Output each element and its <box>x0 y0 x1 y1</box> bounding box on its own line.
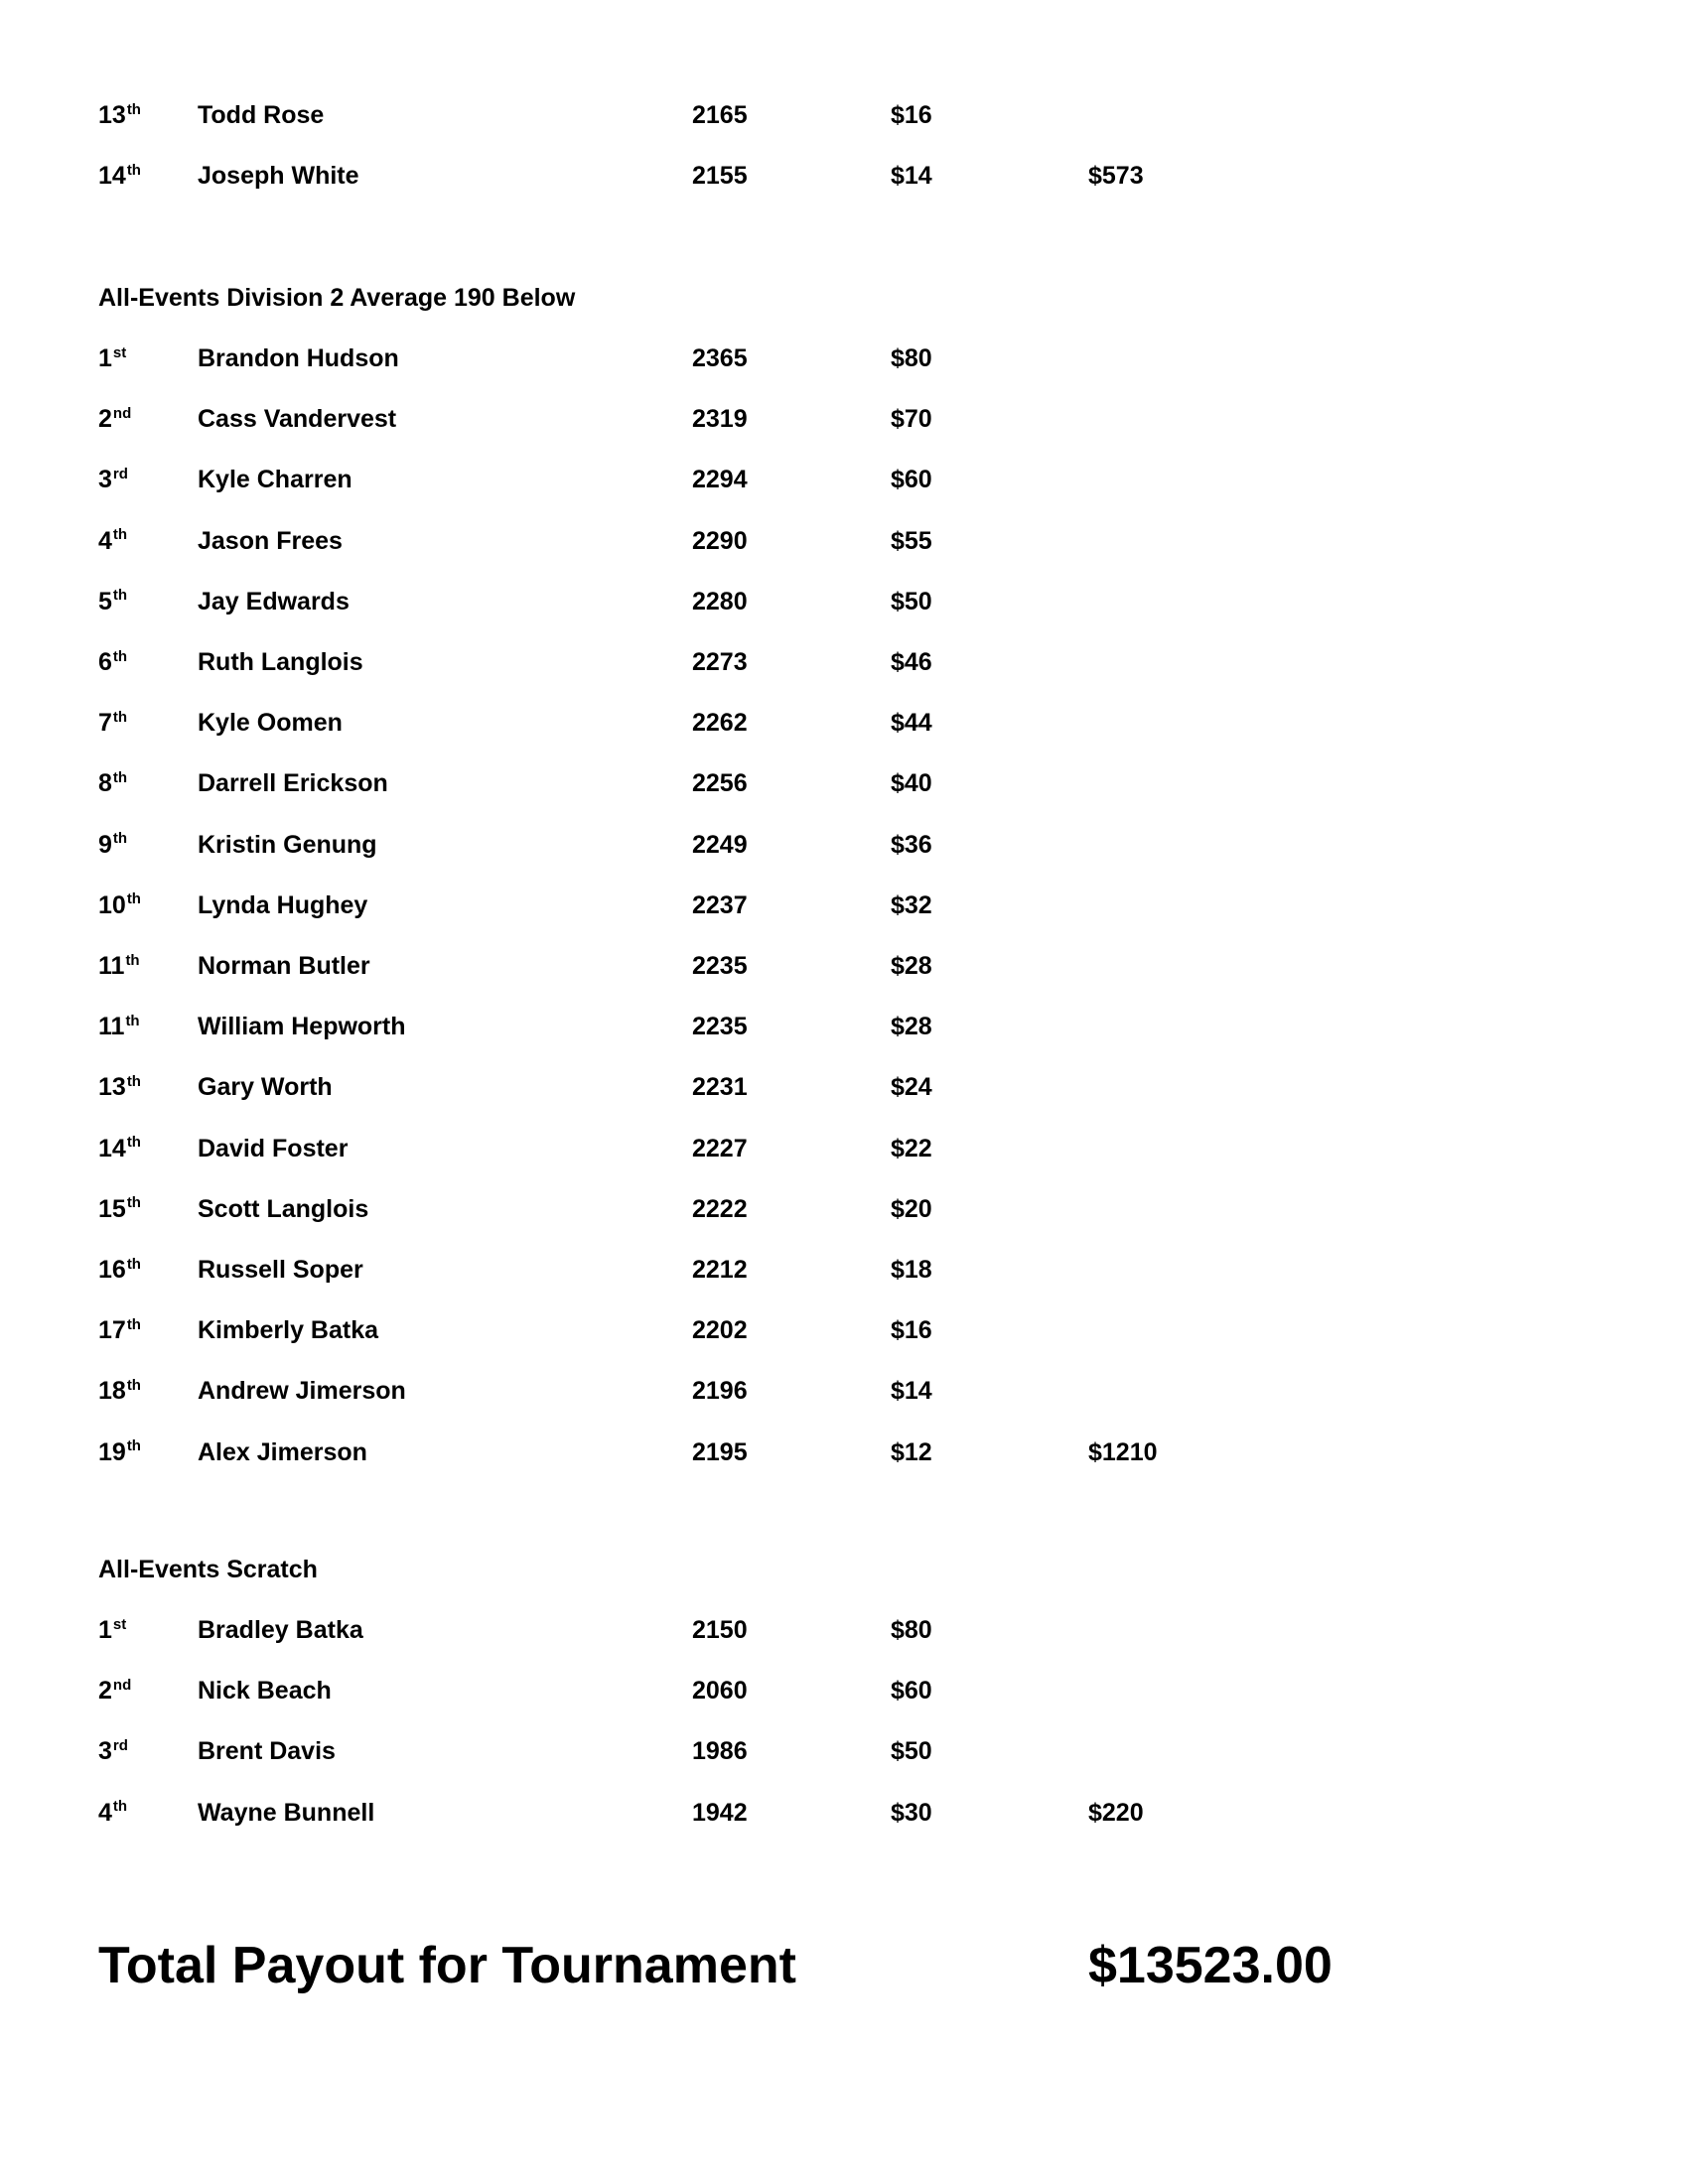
score-cell: 2150 <box>692 1616 748 1644</box>
score-cell: 2231 <box>692 1073 748 1102</box>
place-cell <box>98 399 131 439</box>
table-row <box>0 886 1688 925</box>
section-total-cell: $573 <box>1088 162 1144 191</box>
place-suffix: th <box>126 890 141 908</box>
place-number: 17 <box>98 1316 126 1345</box>
prize-cell: $40 <box>891 769 932 798</box>
score-cell: 2155 <box>692 162 748 191</box>
score-cell: 1942 <box>692 1798 748 1827</box>
bowler-name: David Foster <box>198 1134 349 1162</box>
table-row <box>0 1793 1688 1833</box>
place-cell <box>98 763 127 803</box>
place-number: 11 <box>98 952 125 980</box>
bowler-name: Cass Vandervest <box>198 405 397 434</box>
table-row <box>0 582 1688 621</box>
score-cell: 1986 <box>692 1737 748 1766</box>
place-suffix: nd <box>112 404 132 422</box>
place-suffix: th <box>112 1798 128 1816</box>
bowler-name: Nick Beach <box>198 1677 332 1706</box>
place-suffix: th <box>112 647 128 665</box>
bowler-name: Darrell Erickson <box>198 769 388 798</box>
score-cell: 2256 <box>692 769 748 798</box>
place-suffix: th <box>126 1437 141 1455</box>
bowler-name: Kyle Charren <box>198 466 352 494</box>
bowler-name: Ruth Langlois <box>198 648 363 676</box>
bowler-name: Brandon Hudson <box>198 344 399 372</box>
place-number: 15 <box>98 1194 126 1223</box>
bowler-name: Lynda Hughey <box>198 890 368 919</box>
prize-cell: $46 <box>891 648 932 676</box>
prize-cell: $12 <box>891 1437 932 1466</box>
place-cell <box>98 582 127 621</box>
place-number: 6 <box>98 648 112 676</box>
place-number: 18 <box>98 1377 126 1406</box>
place-cell <box>98 156 141 196</box>
place-cell <box>98 1793 127 1833</box>
prize-cell: $20 <box>891 1194 932 1223</box>
table-row <box>0 460 1688 499</box>
prize-cell: $55 <box>891 526 932 555</box>
bowler-name: Bradley Batka <box>198 1616 363 1644</box>
place-number: 11 <box>98 1013 125 1041</box>
table-row <box>0 1433 1688 1472</box>
score-cell: 2202 <box>692 1316 748 1345</box>
place-cell <box>98 1433 141 1472</box>
table-row <box>0 95 1688 135</box>
prize-cell: $18 <box>891 1256 932 1284</box>
bowler-name: William Hepworth <box>198 1013 406 1041</box>
table-row <box>0 1610 1688 1650</box>
place-cell <box>98 1610 126 1650</box>
place-number: 1 <box>98 1616 112 1644</box>
grand-total-label: Total Payout for Tournament <box>98 1937 796 1994</box>
place-suffix: th <box>126 1255 141 1273</box>
place-number: 5 <box>98 587 112 615</box>
place-cell <box>98 1671 131 1710</box>
table-row <box>0 1129 1688 1168</box>
place-cell <box>98 1731 128 1771</box>
prize-cell: $14 <box>891 162 932 191</box>
place-number: 2 <box>98 405 112 434</box>
place-cell <box>98 1129 141 1168</box>
place-number: 10 <box>98 890 126 919</box>
prize-cell: $16 <box>891 101 932 129</box>
score-cell: 2165 <box>692 101 748 129</box>
place-cell <box>98 1250 141 1290</box>
prize-cell: $24 <box>891 1073 932 1102</box>
place-cell <box>98 703 127 743</box>
table-row <box>0 1671 1688 1710</box>
bowler-name: Gary Worth <box>198 1073 333 1102</box>
table-row <box>0 1310 1688 1350</box>
table-row <box>0 1371 1688 1411</box>
bowler-name: Alex Jimerson <box>198 1437 367 1466</box>
table-row <box>0 946 1688 986</box>
place-number: 14 <box>98 162 126 191</box>
score-cell: 2212 <box>692 1256 748 1284</box>
prize-cell: $16 <box>891 1316 932 1345</box>
place-suffix: th <box>112 708 128 726</box>
place-suffix: nd <box>112 1676 132 1694</box>
place-suffix: th <box>112 587 128 605</box>
bowler-name: Wayne Bunnell <box>198 1798 375 1827</box>
place-cell <box>98 1371 141 1411</box>
place-number: 4 <box>98 1798 112 1827</box>
table-row <box>0 399 1688 439</box>
place-number: 1 <box>98 344 112 372</box>
score-cell: 2294 <box>692 466 748 494</box>
place-suffix: th <box>112 526 128 544</box>
place-number: 3 <box>98 466 112 494</box>
section-title: All-Events Division 2 Average 190 Below <box>98 284 576 312</box>
place-cell <box>98 1067 141 1107</box>
prize-cell: $30 <box>891 1798 932 1827</box>
table-row <box>0 1731 1688 1771</box>
table-row <box>0 642 1688 682</box>
score-cell: 2235 <box>692 1013 748 1041</box>
prize-cell: $50 <box>891 1737 932 1766</box>
table-row <box>0 1067 1688 1107</box>
place-suffix: th <box>126 1315 141 1333</box>
prize-cell: $36 <box>891 830 932 859</box>
section-total-cell: $220 <box>1088 1798 1144 1827</box>
prize-cell: $60 <box>891 466 932 494</box>
place-cell <box>98 95 141 135</box>
table-row <box>0 339 1688 378</box>
place-suffix: th <box>126 100 141 118</box>
place-cell <box>98 339 126 378</box>
score-cell: 2222 <box>692 1194 748 1223</box>
place-suffix: th <box>125 1012 140 1029</box>
bowler-name: Andrew Jimerson <box>198 1377 406 1406</box>
score-cell: 2235 <box>692 952 748 980</box>
place-cell <box>98 642 127 682</box>
place-cell <box>98 1189 141 1229</box>
score-cell: 2227 <box>692 1134 748 1162</box>
bowler-name: Jason Frees <box>198 526 343 555</box>
place-cell <box>98 1310 141 1350</box>
score-cell: 2273 <box>692 648 748 676</box>
place-number: 9 <box>98 830 112 859</box>
bowler-name: Todd Rose <box>198 101 325 129</box>
bowler-name: Russell Soper <box>198 1256 363 1284</box>
table-row <box>0 825 1688 865</box>
bowler-name: Norman Butler <box>198 952 370 980</box>
place-suffix: th <box>126 161 141 179</box>
place-suffix: st <box>112 343 127 361</box>
place-number: 13 <box>98 1073 126 1102</box>
place-number: 8 <box>98 769 112 798</box>
place-suffix: th <box>126 1377 141 1395</box>
place-number: 3 <box>98 1737 112 1766</box>
prize-cell: $60 <box>891 1677 932 1706</box>
prize-cell: $80 <box>891 344 932 372</box>
place-suffix: th <box>112 769 128 787</box>
prize-cell: $28 <box>891 1013 932 1041</box>
score-cell: 2196 <box>692 1377 748 1406</box>
prize-cell: $50 <box>891 587 932 615</box>
table-row <box>0 763 1688 803</box>
bowler-name: Jay Edwards <box>198 587 350 615</box>
table-row <box>0 156 1688 196</box>
score-cell: 2237 <box>692 890 748 919</box>
score-cell: 2262 <box>692 709 748 738</box>
prize-cell: $28 <box>891 952 932 980</box>
place-suffix: th <box>112 830 128 848</box>
bowler-name: Joseph White <box>198 162 359 191</box>
place-number: 4 <box>98 526 112 555</box>
score-cell: 2280 <box>692 587 748 615</box>
section-total-cell: $1210 <box>1088 1437 1158 1466</box>
place-suffix: th <box>126 1073 141 1091</box>
place-cell <box>98 946 140 986</box>
table-row <box>0 521 1688 561</box>
table-row <box>0 1007 1688 1046</box>
place-number: 19 <box>98 1437 126 1466</box>
section-title: All-Events Scratch <box>98 1556 318 1583</box>
place-cell <box>98 521 127 561</box>
place-cell <box>98 460 128 499</box>
bowler-name: Scott Langlois <box>198 1194 369 1223</box>
place-suffix: st <box>112 1615 127 1633</box>
grand-total-value: $13523.00 <box>1088 1937 1333 1994</box>
table-row <box>0 1250 1688 1290</box>
place-number: 13 <box>98 101 126 129</box>
score-cell: 2195 <box>692 1437 748 1466</box>
table-row <box>0 703 1688 743</box>
place-suffix: rd <box>112 1737 128 1755</box>
place-suffix: rd <box>112 466 128 483</box>
score-cell: 2249 <box>692 830 748 859</box>
bowler-name: Kimberly Batka <box>198 1316 379 1345</box>
table-row <box>0 1189 1688 1229</box>
place-suffix: th <box>126 1194 141 1212</box>
bowler-name: Brent Davis <box>198 1737 336 1766</box>
place-number: 7 <box>98 709 112 738</box>
place-number: 2 <box>98 1677 112 1706</box>
bowler-name: Kyle Oomen <box>198 709 343 738</box>
prize-cell: $14 <box>891 1377 932 1406</box>
place-number: 14 <box>98 1134 126 1162</box>
place-suffix: th <box>125 951 140 969</box>
prize-cell: $32 <box>891 890 932 919</box>
score-cell: 2319 <box>692 405 748 434</box>
prize-cell: $80 <box>891 1616 932 1644</box>
bowler-name: Kristin Genung <box>198 830 377 859</box>
prize-cell: $70 <box>891 405 932 434</box>
place-cell <box>98 1007 140 1046</box>
prize-cell: $44 <box>891 709 932 738</box>
score-cell: 2290 <box>692 526 748 555</box>
place-cell <box>98 825 127 865</box>
prize-cell: $22 <box>891 1134 932 1162</box>
place-suffix: th <box>126 1134 141 1152</box>
score-cell: 2060 <box>692 1677 748 1706</box>
score-cell: 2365 <box>692 344 748 372</box>
place-number: 16 <box>98 1256 126 1284</box>
place-cell <box>98 886 141 925</box>
